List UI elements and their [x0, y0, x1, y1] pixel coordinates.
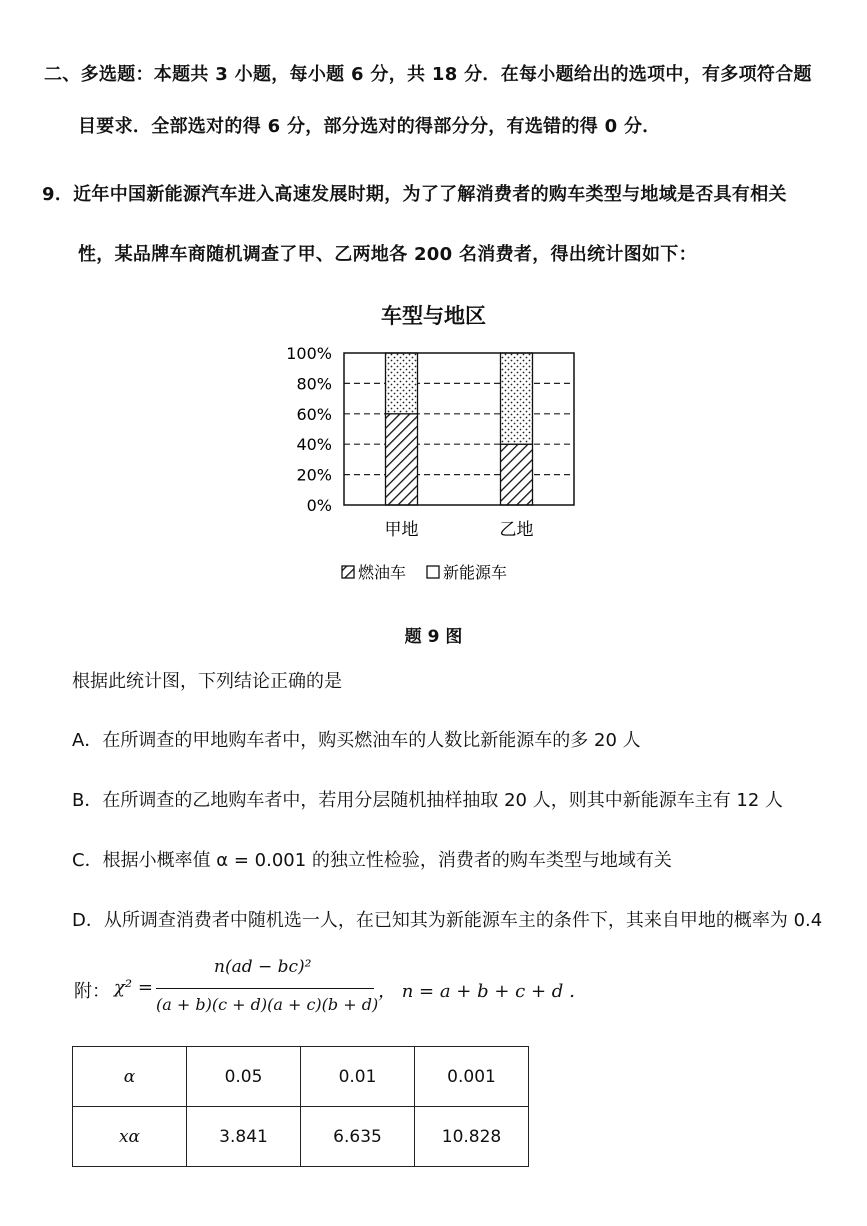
chi-square-formula [74, 955, 587, 1025]
table-row [73, 1107, 529, 1167]
option-d: D．从所调查消费者中随机选一人，在已知其为新能源车主的条件下，其来自甲地的概率为 0.4 [72, 910, 823, 931]
x-category-label: 乙地 [499, 520, 534, 540]
option-c: C．根据小概率值 α = 0.001 的独立性检验，消费者的购车类型与地域有关 [72, 850, 672, 871]
question-stem-line1: 9．近年中国新能源汽车进入高速发展时期，为了了解消费者的购车类型与地域是否具有相关 [42, 184, 787, 205]
legend-swatch-fuel [342, 566, 354, 578]
bar-segment-fuel [501, 444, 533, 505]
y-tick-label: 60% [296, 404, 332, 424]
section-header-line2: 目要求．全部选对的得 6 分，部分选对的得部分分，有选错的得 0 分． [78, 116, 661, 137]
y-tick-label: 40% [296, 435, 332, 455]
table-row [73, 1047, 529, 1107]
option-b: B．在所调查的乙地购车者中，若用分层随机抽样抽取 20 人，则其中新能源车主有 12 人 [72, 790, 784, 811]
table-cell: 6.635 [301, 1107, 415, 1167]
table-cell: 10.828 [415, 1107, 529, 1167]
bar-segment-ev [386, 353, 418, 414]
question-prompt: 根据此统计图，下列结论正确的是 [72, 671, 342, 692]
option-a: A．在所调查的甲地购车者中，购买燃油车的人数比新能源车的多 20 人 [72, 730, 641, 751]
y-tick-label: 20% [296, 465, 332, 485]
y-tick-label: 0% [306, 496, 332, 515]
legend-swatch-ev [427, 566, 439, 578]
fraction-bar [156, 988, 374, 989]
x-category-label: 甲地 [384, 520, 419, 540]
bar-segment-ev [501, 353, 533, 444]
legend-label-fuel: 燃油车 [358, 563, 407, 582]
bar-segment-fuel [386, 414, 418, 505]
question-stem-line2: 性，某品牌车商随机调查了甲、乙两地各 200 名消费者，得出统计图如下： [78, 244, 697, 265]
y-tick-label: 80% [296, 374, 332, 394]
figure-caption: 题 9 图 [404, 627, 463, 647]
table-cell: xα [73, 1107, 187, 1167]
chart-title: 车型与地区 [381, 304, 486, 328]
section-header-line1: 二、多选题：本题共 3 小题，每小题 6 分，共 18 分．在每小题给出的选项中，有多项符合题 [44, 64, 812, 85]
y-tick-label: 100% [286, 344, 332, 363]
legend [342, 563, 507, 582]
table-cell: 0.01 [301, 1047, 415, 1107]
table-cell: 0.001 [415, 1047, 529, 1107]
formula-prefix: 附： [74, 981, 110, 1002]
formula-lhs: χ² = [114, 977, 153, 998]
formula-suffix: ， n = a + b + c + d ． [378, 981, 587, 1002]
table-cell: 0.05 [187, 1047, 301, 1107]
formula-numerator: n(ad − bc)² [214, 957, 312, 977]
formula-denominator: (a + b)(c + d)(a + c)(b + d) [156, 995, 379, 1014]
table-cell: 3.841 [187, 1107, 301, 1167]
table-cell: α [73, 1047, 187, 1107]
legend-label-ev: 新能源车 [443, 563, 508, 582]
stacked-bar-chart [270, 335, 600, 595]
critical-value-table [72, 1046, 529, 1167]
plot-frame [344, 353, 574, 505]
